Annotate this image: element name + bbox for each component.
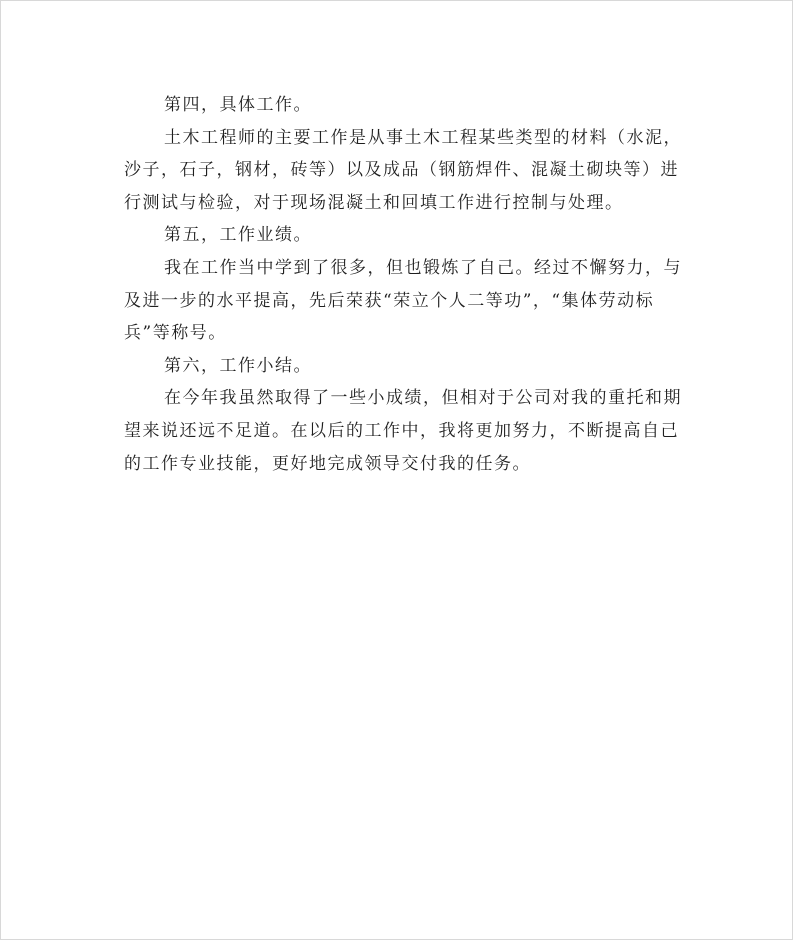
- paragraph-line: 的工作专业技能，更好地完成领导交付我的任务。: [124, 453, 531, 474]
- section-heading-summary: 第六，工作小结。: [164, 355, 312, 376]
- paragraph-line: 土木工程师的主要工作是从事土木工程某些类型的材料（水泥，: [164, 127, 682, 148]
- section-heading-specific-work: 第四，具体工作。: [164, 95, 312, 115]
- section-heading-achievements: 第五，工作业绩。: [164, 225, 312, 246]
- document-body: [124, 89, 684, 480]
- paragraph-line: 及进一步的水平提高，先后荣获“荣立个人二等功”，“集体劳动标: [124, 290, 655, 311]
- paragraph-line: 望来说还远不足道。在以后的工作中，我将更加努力，不断提高自己: [124, 420, 679, 441]
- paragraph-line: 在今年我虽然取得了一些小成绩，但相对于公司对我的重托和期: [164, 388, 682, 409]
- paragraph-line: 沙子，石子，钢材，砖等）以及成品（钢筋焊件、混凝土砌块等）进: [124, 160, 679, 181]
- paragraph-line: 我在工作当中学到了很多，但也锻炼了自己。经过不懈努力，与: [164, 257, 682, 278]
- paragraph-line: 行测试与检验，对于现场混凝土和回填工作进行控制与处理。: [124, 192, 624, 213]
- paragraph-line: 兵”等称号。: [124, 323, 227, 344]
